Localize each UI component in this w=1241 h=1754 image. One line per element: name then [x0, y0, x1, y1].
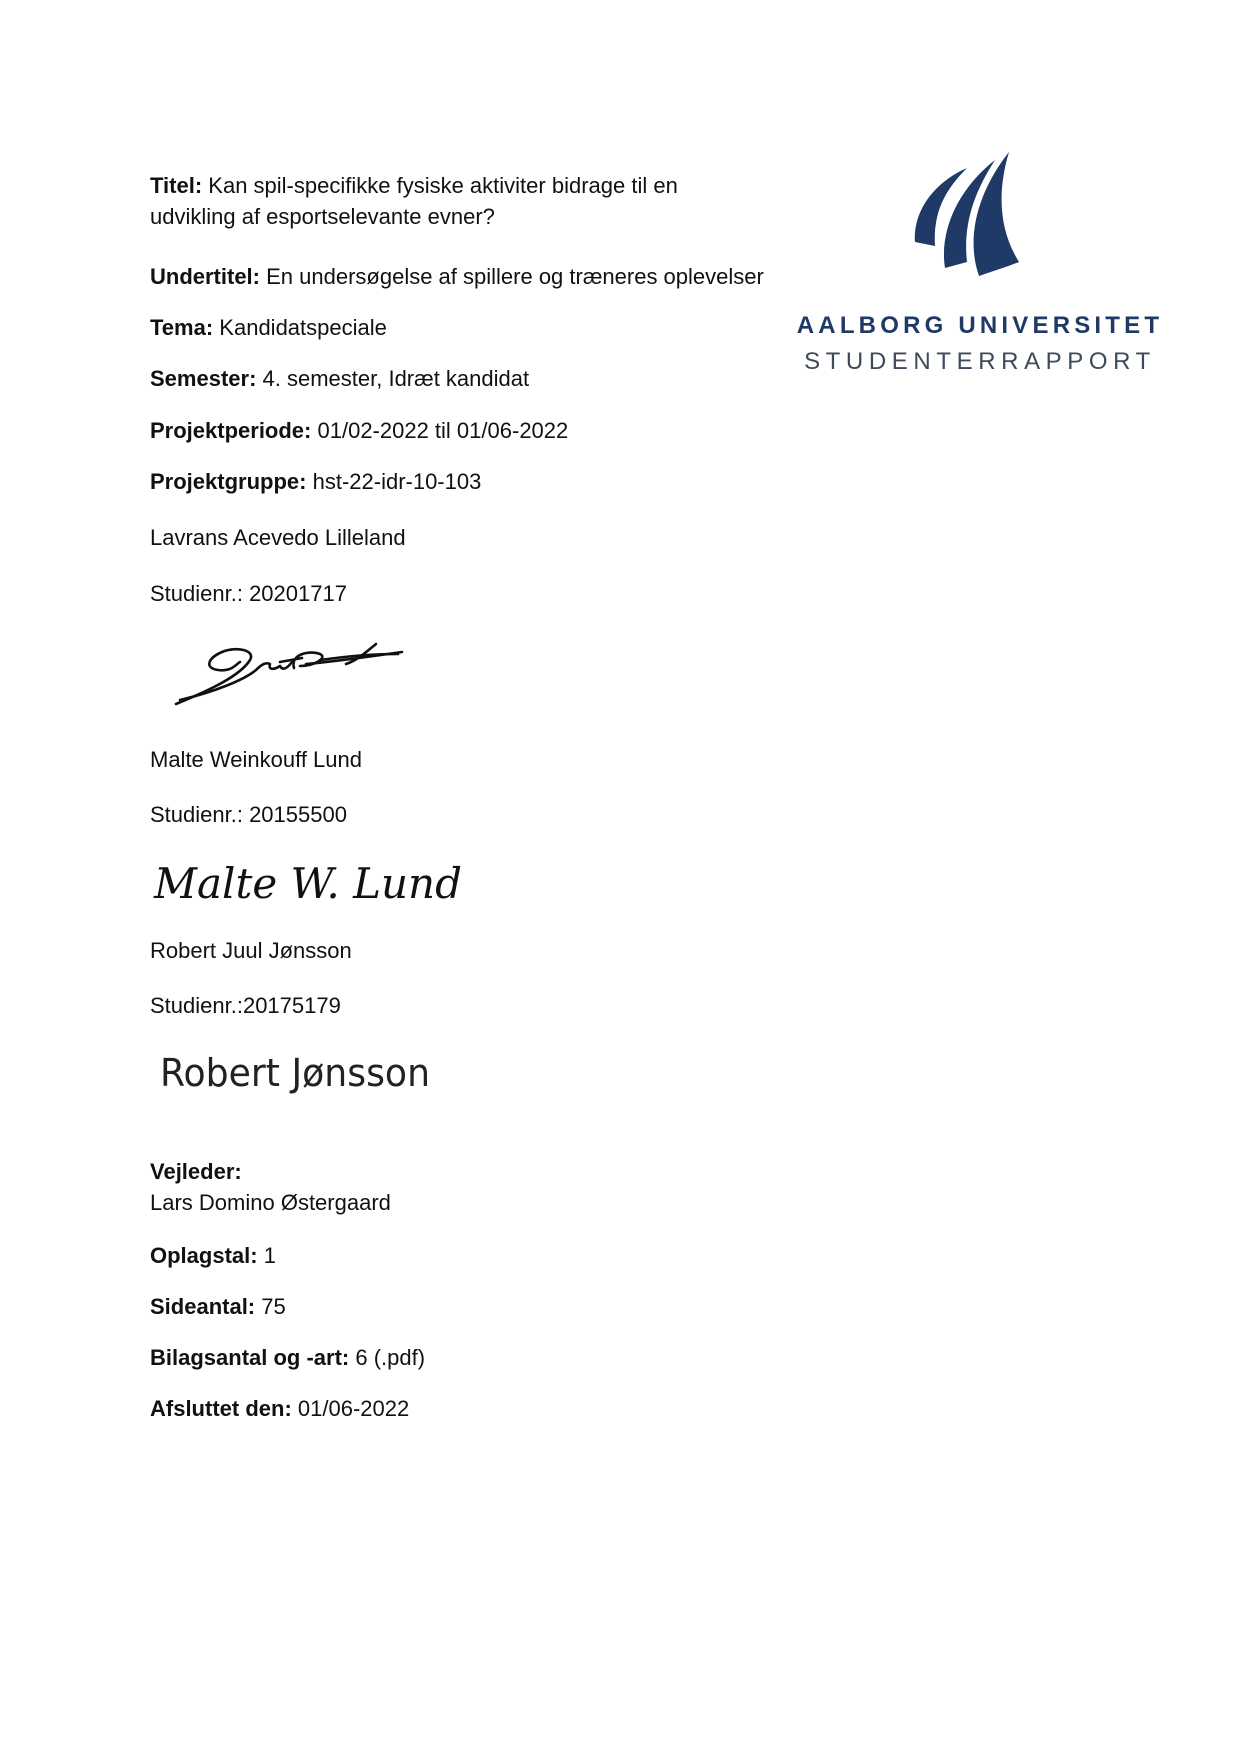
completed-label: Afsluttet den: [150, 1396, 292, 1421]
signature-robert-text: Robert Jønsson [160, 1051, 430, 1095]
signature-malte-image [152, 850, 462, 912]
title-label: Titel: [150, 173, 203, 198]
subtitle-value: En undersøgelse af spillere og træneres oplevelser [266, 264, 764, 289]
subtitle-field [150, 261, 764, 292]
period-field [150, 415, 568, 446]
signature-robert-image [158, 1038, 438, 1102]
semester-label: Semester: [150, 366, 257, 391]
university-name: AALBORG UNIVERSITET [796, 312, 1164, 339]
student-name: Robert Juul Jønsson [150, 938, 352, 963]
student-name: Lavrans Acevedo Lilleland [150, 525, 406, 550]
signature-malte-text: Malte W. Lund [154, 859, 462, 908]
report-type: STUDENTERRAPPORT [804, 348, 1156, 375]
student-number: Studienr.:20175179 [150, 993, 341, 1018]
supervisor-field [150, 1156, 391, 1218]
period-value: 01/02-2022 til 01/06-2022 [317, 418, 569, 443]
group-value: hst-22-idr-10-103 [312, 469, 482, 494]
group-label: Projektgruppe: [150, 469, 307, 494]
pages-field [150, 1291, 286, 1322]
copies-value: 1 [263, 1243, 276, 1268]
appendix-label: Bilagsantal og -art: [150, 1345, 350, 1370]
copies-field [150, 1240, 276, 1271]
student-number: Studienr.: 20201717 [150, 581, 347, 606]
title-value: Kan spil-specifikke fysiske aktiviter bidrage til en udvikling af esportselevante evner? [150, 173, 678, 229]
student-number: Studienr.: 20155500 [150, 802, 347, 827]
appendix-value: 6 (.pdf) [355, 1345, 426, 1370]
copies-label: Oplagstal: [150, 1243, 258, 1268]
pages-value: 75 [261, 1294, 286, 1319]
signature-lavrans-image [170, 640, 410, 710]
pages-label: Sideantal: [150, 1294, 256, 1319]
subtitle-label: Undertitel: [150, 264, 260, 289]
semester-field [150, 363, 529, 394]
group-field [150, 466, 481, 497]
completed-value: 01/06-2022 [297, 1396, 410, 1421]
aau-wave-logo-icon [905, 150, 1025, 278]
theme-label: Tema: [150, 315, 214, 340]
completed-field [150, 1393, 409, 1424]
aau-logo [795, 150, 1165, 390]
semester-value: 4. semester, Idræt kandidat [262, 366, 530, 391]
supervisor-name: Lars Domino Østergaard [150, 1190, 391, 1215]
theme-field [150, 312, 387, 343]
period-label: Projektperiode: [150, 418, 312, 443]
theme-value: Kandidatspeciale [219, 315, 387, 340]
title-field [150, 170, 750, 232]
appendix-field [150, 1342, 425, 1373]
supervisor-label: Vejleder: [150, 1159, 242, 1184]
student-name: Malte Weinkouff Lund [150, 747, 362, 772]
